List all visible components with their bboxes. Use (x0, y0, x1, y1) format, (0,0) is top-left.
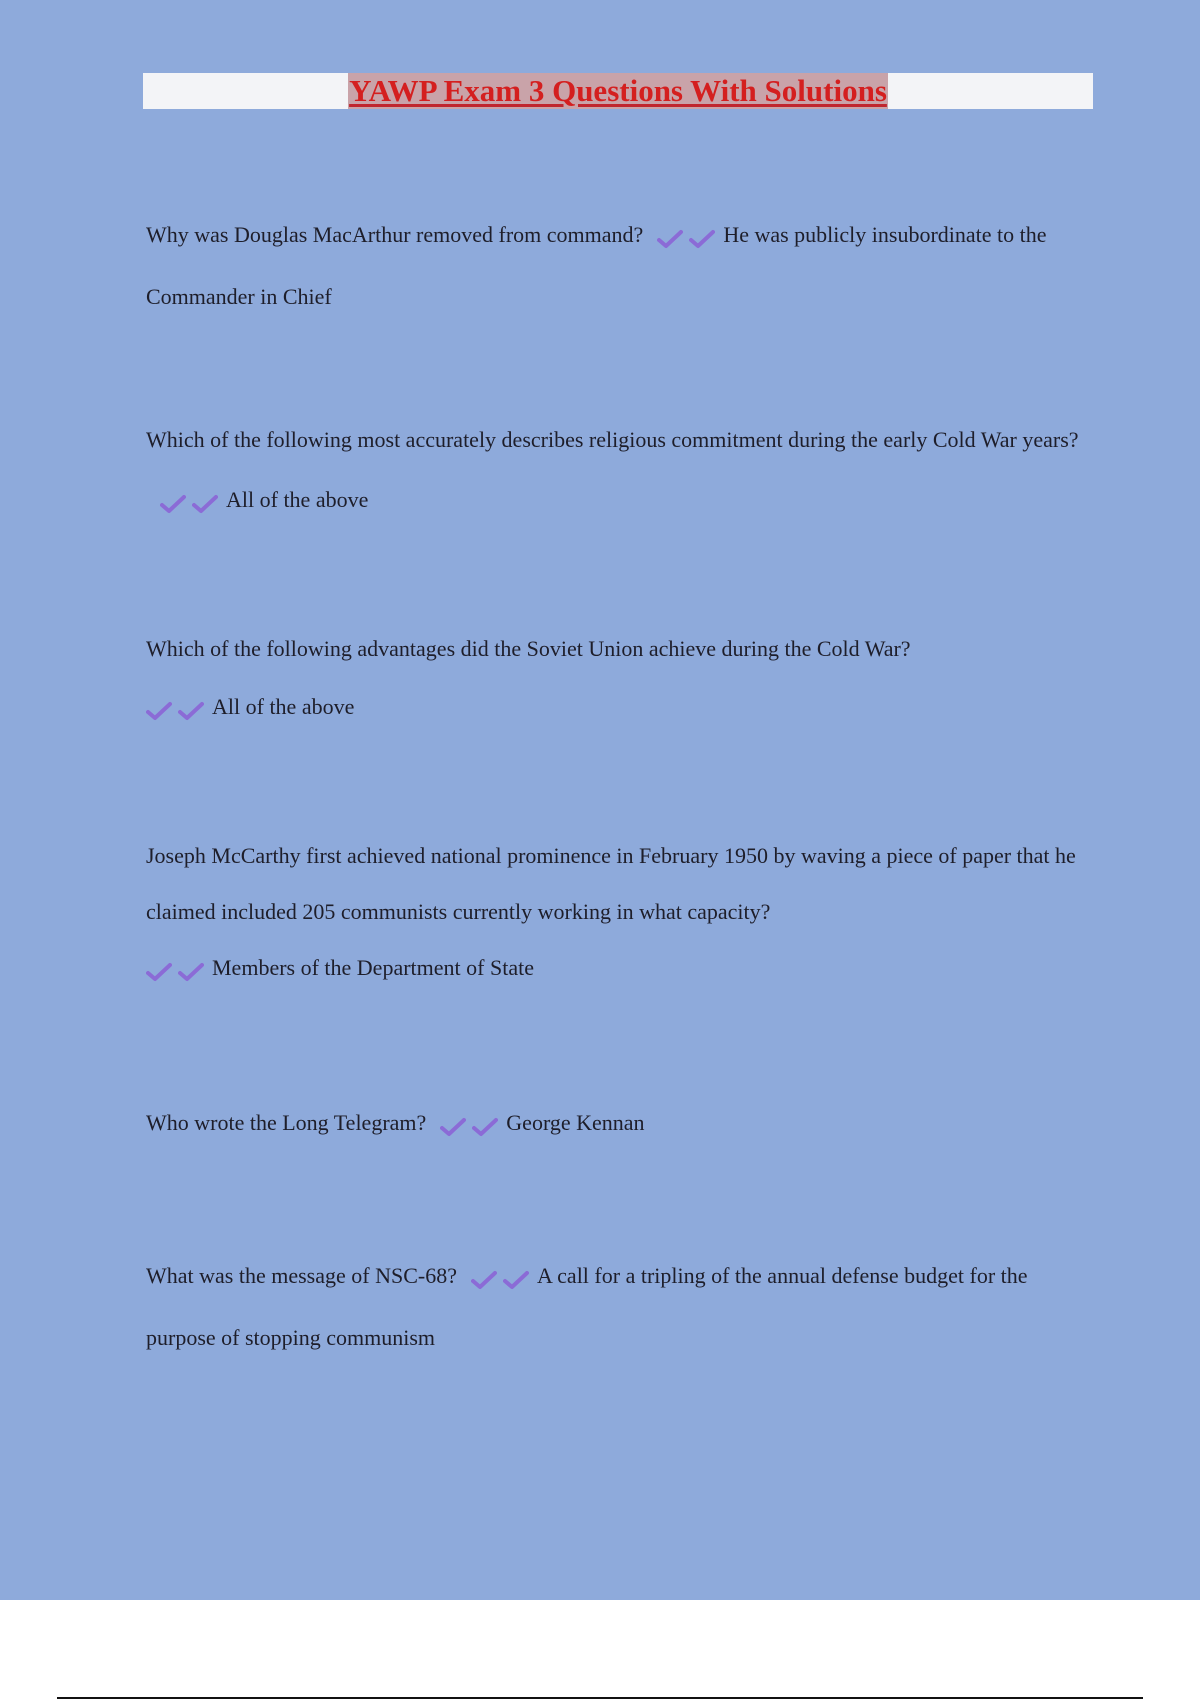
qa-item-1 (146, 205, 1086, 327)
title-banner (143, 73, 1093, 109)
answer-text: George Kennan (506, 1110, 645, 1135)
answer-line (146, 940, 1086, 998)
answer-text: Members of the Department of State (212, 955, 534, 980)
answer-text: All of the above (212, 694, 355, 719)
double-check-icon (471, 1248, 535, 1308)
answer-text: He was publicly insubordinate to the Commander in Chief (146, 222, 1047, 309)
double-check-icon (146, 680, 210, 738)
question-text: Which of the following advantages did the Soviet Union achieve during the Cold War? (146, 636, 911, 661)
qa-item-5 (146, 1093, 1086, 1155)
answer-line (146, 678, 1086, 738)
question-text: What was the message of NSC-68? (146, 1263, 457, 1288)
qa-item-2 (146, 410, 1086, 532)
qa-item-6 (146, 1246, 1086, 1368)
footer-divider (57, 1697, 1143, 1699)
qa-item-3 (146, 620, 1086, 738)
document-title: YAWP Exam 3 Questions With Solutions (349, 73, 887, 108)
double-check-icon (440, 1095, 504, 1155)
qa-item-4 (146, 828, 1086, 998)
answer-text: All of the above (226, 487, 369, 512)
question-text: Who wrote the Long Telegram? (146, 1110, 427, 1135)
answer-text: A call for a tripling of the annual defense budget for the purpose of stopping communism (146, 1263, 1028, 1350)
double-check-icon (146, 942, 210, 998)
question-text: Joseph McCarthy first achieved national prominence in February 1950 by waving a piece of paper that he claimed included 205 communists currently working in what capacity? (146, 843, 1076, 924)
question-text: Why was Douglas MacArthur removed from command? (146, 222, 644, 247)
question-text: Which of the following most accurately describes religious commitment during the early Cold War years? (146, 427, 1079, 452)
double-check-icon (160, 472, 224, 532)
double-check-icon (657, 207, 721, 267)
